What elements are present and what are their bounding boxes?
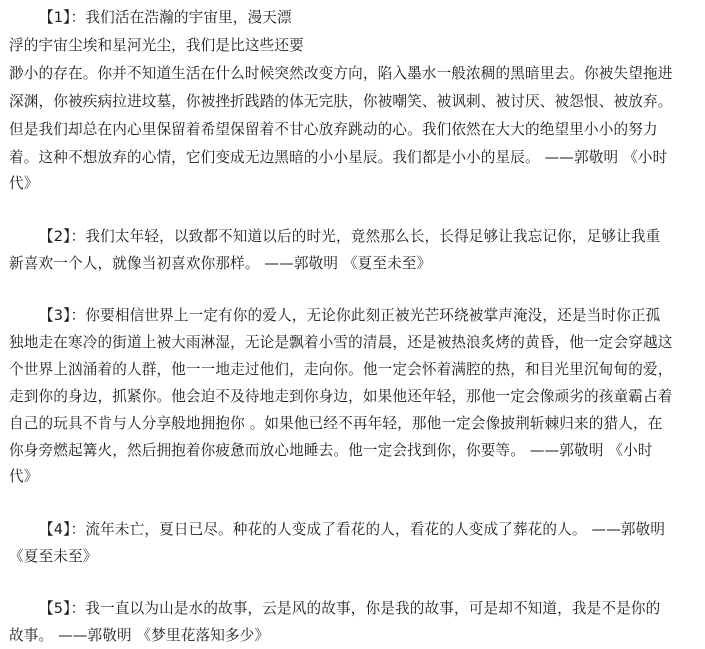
quote-3-line-5: 自己的玩具不肯与人分享般地拥抱你 。如果他已经不再年轻，那他一定会像披荆斩棘归来的猎人，在 <box>9 415 663 432</box>
quote-1-line-5: 但是我们却总在内心里保留着希望保留着不甘心放弃跳动的心。我们依然在大大的绝望里小小的努力 <box>9 121 658 138</box>
quote-3-line-1: 【3】：你要相信世界上一定有你的爱人，无论你此刻正被光芒环绕被掌声淹没，还是当时你正孤 <box>39 307 661 324</box>
quote-2-line-1: 【2】：我们太年轻，以致都不知道以后的时光，竟然那么长，长得足够让我忘记你，足够让我重 <box>39 228 661 245</box>
quote-1-line-7: 代》 <box>9 175 39 192</box>
quote-1-line-4: 深渊，你被疾病拉进坟墓，你被挫折践踏的体无完肤，你被嘲笑、被讽刺、被讨厌、被怨恨、被放弃。 <box>9 93 673 110</box>
quote-4-line-1: 【4】：流年未亡，夏日已尽。种花的人变成了看花的人，看花的人变成了葬花的人。 ——郭敬明 <box>39 521 666 538</box>
quote-3-line-3: 个世界上汹涌着的人群，他一一地走过他们，走向你。他一定会怀着满腔的热，和目光里沉甸甸的爱， <box>9 361 673 378</box>
quote-1-line-1: 【1】：我们活在浩瀚的宇宙里，漫天漂 <box>39 9 292 26</box>
quote-3-line-4: 走到你的身边，抓紧你。他会迫不及待地走到你身边，如果他还年轻，那他一定会像顽劣的孩童霸占着 <box>9 388 673 405</box>
quote-3-line-2: 独地走在寒冷的街道上被大雨淋湿，无论是飘着小雪的清晨，还是被热浪炙烤的黄昏，他一定会穿越这 <box>9 334 673 351</box>
quote-2-line-2: 新喜欢一个人，就像当初喜欢你那样。 ——郭敬明 《夏至未至》 <box>9 255 432 272</box>
quote-4-line-2: 《夏至未至》 <box>9 548 98 565</box>
quote-1-line-3: 渺小的存在。你并不知道生活在什么时候突然改变方向，陷入墨水一般浓稠的黑暗里去。你被失望拖进 <box>9 65 673 82</box>
quote-5-line-1: 【5】：我一直以为山是水的故事，云是风的故事，你是我的故事，可是却不知道，我是不是你的 <box>39 600 661 617</box>
quote-1-line-6: 着。这种不想放弃的心情，它们变成无边黑暗的小小星辰。我们都是小小的星辰。 ——郭敬明 《小时 <box>9 149 668 166</box>
quote-5-line-2: 故事。 ——郭敬明 《梦里花落知多少》 <box>9 627 270 644</box>
quote-1-line-2: 浮的宇宙尘埃和星河光尘，我们是比这些还要 <box>9 37 304 54</box>
quote-3-line-7: 代》 <box>9 468 39 485</box>
quote-3-line-6: 你身旁燃起篝火，然后拥抱着你疲惫而放心地睡去。他一定会找到你，你要等。 ——郭敬明 《小时 <box>9 442 653 459</box>
